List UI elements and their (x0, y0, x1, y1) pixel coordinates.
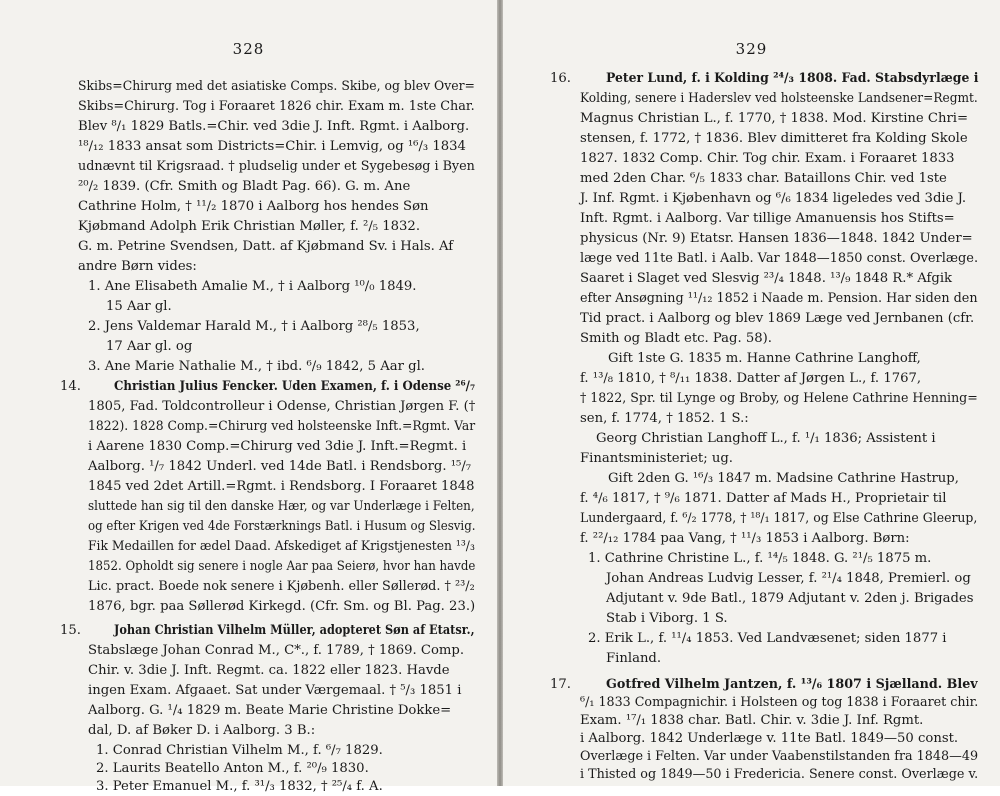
text-line: Christian Julius Fencker. Uden Examen, f. i Odense ²⁶/₇ (114, 379, 476, 394)
text-line: Johan Christian Vilhelm Müller, adopteret Søn af Etatsr., (114, 623, 475, 638)
text-line: Aalborg. G. ¹/₄ 1829 m. Beate Marie Christine Dokke= (88, 703, 452, 718)
text-line: 17 Aar gl. og (106, 339, 193, 354)
text-line: Peter Lund, f. i Kolding ²⁴/₃ 1808. Fad. Stabsdyrlæge i (606, 71, 979, 86)
text-line: G. m. Petrine Svendsen, Datt. af Kjøbmand Sv. i Hals. Af (78, 239, 454, 254)
text-line: Finantsministeriet; ug. (580, 451, 733, 466)
text-line: udnævnt til Krigsraad. † pludselig under et Sygebesøg i Byen (78, 159, 475, 174)
entry-number: 17. (550, 677, 571, 692)
page-number: 328 (232, 40, 265, 58)
page-number: 329 (735, 40, 768, 58)
text-line: Aalborg. ¹/₇ 1842 Underl. ved 14de Batl. i Rendsborg. ¹⁵/₇ (88, 459, 472, 474)
text-line: dal, D. af Bøker D. i Aalborg. 3 B.: (88, 723, 316, 738)
text-line: 1845 ved 2det Artill.=Rgmt. i Rendsborg. I Foraaret 1848 (88, 479, 475, 494)
text-line: 1827. 1832 Comp. Chir. Tog chir. Exam. i Foraaret 1833 (580, 151, 955, 166)
text-line: Gotfred Vilhelm Jantzen, f. ¹³/₆ 1807 i Sjælland. Blev (606, 677, 978, 692)
text-line: Inft. Rgmt. i Aalborg. Var tillige Amanuensis hos Stifts= (580, 211, 955, 226)
text-line: Skibs=Chirurg. Tog i Foraaret 1826 chir. Exam m. 1ste Char. (78, 99, 475, 114)
entry-number: 16. (550, 71, 571, 86)
left-page (0, 0, 497, 794)
text-line: 2. Jens Valdemar Harald M., † i Aalborg ²⁸/₅ 1853, (88, 319, 420, 334)
text-line: 2. Laurits Beatello Anton M., f. ²⁰/₉ 1830. (96, 761, 369, 776)
text-line: † 1822, Spr. til Lynge og Broby, og Helene Cathrine Henning= (580, 391, 978, 406)
text-line: Magnus Christian L., f. 1770, † 1838. Mod. Kirstine Chri= (580, 111, 969, 126)
text-line: Tid pract. i Aalborg og blev 1869 Læge ved Jernbanen (cfr. (580, 311, 975, 326)
text-line: i Aalborg. 1842 Underlæge v. 11te Batl. 1849—50 const. (580, 731, 959, 746)
text-line: sen, f. 1774, † 1852. 1 S.: (580, 411, 749, 426)
text-line: Gift 1ste G. 1835 m. Hanne Cathrine Langhoff, (608, 351, 921, 366)
text-line: 1822). 1828 Comp.=Chirurg ved holsteenske Inft.=Rgmt. Var (88, 419, 476, 434)
text-line: Adjutant v. 9de Batl., 1879 Adjutant v. 2den j. Brigades (606, 591, 974, 606)
text-line: Stab i Viborg. 1 S. (606, 611, 728, 626)
text-line: 1. Ane Elisabeth Amalie M., † i Aalborg ¹⁰/₀ 1849. (88, 279, 417, 294)
text-line: Smith og Bladt etc. Pag. 58). (580, 331, 772, 346)
text-line: Fik Medaillen for ædel Daad. Afskediget af Krigstjenesten ¹³/₃ (88, 539, 475, 554)
text-line: 1805, Fad. Toldcontrolleur i Odense, Christian Jørgen F. († (88, 399, 476, 414)
text-line: ingen Exam. Afgaaet. Sat under Værgemaal. † ⁵/₃ 1851 i (88, 683, 462, 698)
text-line: i Thisted og 1849—50 i Fredericia. Senere const. Overlæge v. (580, 767, 979, 782)
text-line: Skibs=Chirurg med det asiatiske Comps. Skibe, og blev Over= (78, 79, 475, 94)
text-line: J. Inf. Rgmt. i Kjøbenhavn og ⁶/₆ 1834 ligeledes ved 3die J. (580, 191, 967, 206)
text-line: 1. Cathrine Christine L., f. ¹⁴/₅ 1848. G. ²¹/₅ 1875 m. (588, 551, 932, 566)
right-page (503, 0, 1000, 786)
text-line: Stabslæge Johan Conrad M., C*., f. 1789, † 1869. Comp. (88, 643, 465, 658)
text-line: 2. Erik L., f. ¹¹/₄ 1853. Ved Landvæsenet; siden 1877 i (588, 631, 947, 646)
text-line: Kjøbmand Adolph Erik Christian Møller, f. ²/₅ 1832. (78, 219, 421, 234)
text-line: Finland. (606, 651, 662, 666)
entry-number: 14. (60, 379, 81, 394)
text-line: i Aarene 1830 Comp.=Chirurg ved 3die J. Inft.=Regmt. i (88, 439, 467, 454)
text-line: 3. Ane Marie Nathalie M., † ibd. ⁶/₉ 1842, 5 Aar gl. (88, 359, 425, 374)
text-line: f. ¹³/₈ 1810, † ⁸/₁₁ 1838. Datter af Jørgen L., f. 1767, (580, 371, 922, 386)
text-line: Lundergaard, f. ⁶/₂ 1778, † ¹⁸/₁ 1817, og Else Cathrine Gleerup, (580, 511, 978, 526)
text-line: ¹⁸/₁₂ 1833 ansat som Districts=Chir. i Lemvig, og ¹⁶/₃ 1834 (78, 139, 466, 154)
text-line: og efter Krigen ved 4de Forstærknings Batl. i Husum og Slesvig. (88, 519, 476, 534)
text-line: ⁶/₁ 1833 Compagnichir. i Holsteen og tog 1838 i Foraaret chir. (580, 695, 979, 710)
text-line: andre Børn vides: (78, 259, 197, 274)
text-line: Cathrine Holm, † ¹¹/₂ 1870 i Aalborg hos hendes Søn (78, 199, 429, 214)
text-line: Saaret i Slaget ved Slesvig ²³/₄ 1848. ¹³/₉ 1848 R.* Afgik (580, 271, 953, 286)
text-line: Johan Andreas Ludvig Lesser, f. ²¹/₄ 1848, Premierl. og (606, 571, 971, 586)
text-line: Chir. v. 3die J. Inft. Regmt. ca. 1822 eller 1823. Havde (88, 663, 450, 678)
text-line: Georg Christian Langhoff L., f. ¹/₁ 1836; Assistent i (596, 431, 936, 446)
text-line: f. ⁴/₆ 1817, † ⁹/₆ 1871. Datter af Mads H., Proprietair til (580, 491, 947, 506)
text-line: efter Ansøgning ¹¹/₁₂ 1852 i Naade m. Pension. Har siden den (580, 291, 978, 306)
text-line: Blev ⁸/₁ 1829 Batls.=Chir. ved 3die J. Inft. Rgmt. i Aalborg. (78, 119, 470, 134)
text-line: 1. Conrad Christian Vilhelm M., f. ⁶/₇ 1829. (96, 743, 383, 758)
text-line: physicus (Nr. 9) Etatsr. Hansen 1836—1848. 1842 Under= (580, 231, 973, 246)
text-line: Exam. ¹⁷/₁ 1838 char. Batl. Chir. v. 3die J. Inf. Rgmt. (580, 713, 924, 728)
text-line: 1852. Opholdt sig senere i nogle Aar paa Seierø, hvor han havde (88, 559, 476, 574)
text-line: stensen, f. 1772, † 1836. Blev dimitteret fra Kolding Skole (580, 131, 968, 146)
text-line: med 2den Char. ⁶/₅ 1833 char. Bataillons Chir. ved 1ste (580, 171, 947, 186)
text-line: 3. Peter Emanuel M., f. ³¹/₃ 1832, † ²⁵/₄ f. A. (96, 779, 383, 794)
text-line: 1876, bgr. paa Søllerød Kirkegd. (Cfr. Sm. og Bl. Pag. 23.) (88, 599, 476, 614)
text-line: Kolding, senere i Haderslev ved holsteenske Landsener=Regmt. (580, 91, 978, 106)
entry-number: 15. (60, 623, 81, 638)
text-line: sluttede han sig til den danske Hær, og var Underlæge i Felten, (88, 499, 475, 514)
text-line: f. ²²/₁₂ 1784 paa Vang, † ¹¹/₃ 1853 i Aalborg. Børn: (580, 531, 910, 546)
text-line: Lic. pract. Boede nok senere i Kjøbenh. eller Søllerød. † ²³/₂ (88, 579, 475, 594)
text-line: læge ved 11te Batl. i Aalb. Var 1848—1850 const. Overlæge. (580, 251, 979, 266)
text-line: 15 Aar gl. (106, 299, 172, 314)
text-line: ²⁰/₂ 1839. (Cfr. Smith og Bladt Pag. 66). G. m. Ane (78, 179, 411, 194)
text-line: Overlæge i Felten. Var under Vaabenstilstanden fra 1848—49 (580, 749, 979, 764)
text-line: Gift 2den G. ¹⁶/₃ 1847 m. Madsine Cathrine Hastrup, (608, 471, 959, 486)
